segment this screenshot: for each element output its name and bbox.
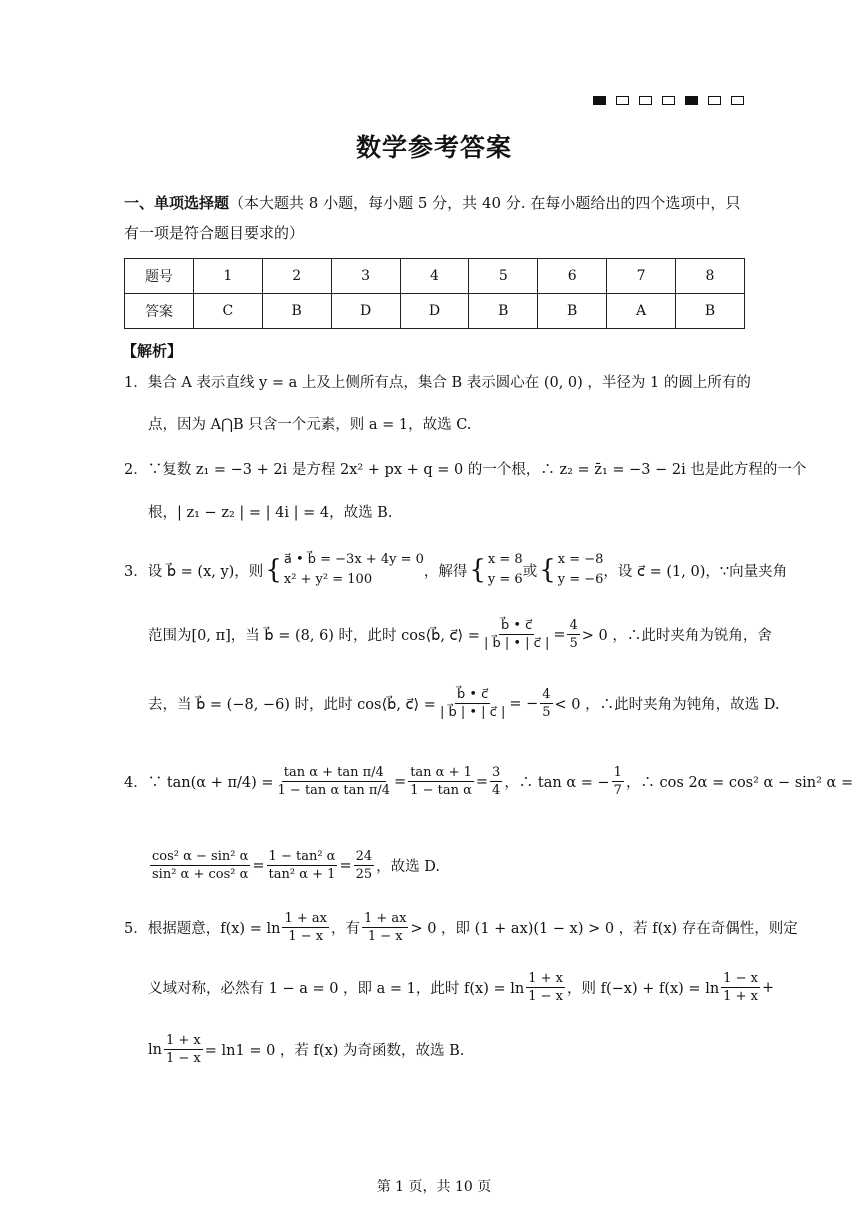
question-number: 2 xyxy=(262,259,331,294)
fraction: $\frac{1 + x}{1 - x}$ xyxy=(528,971,563,1004)
fraction: $\frac{4}{5}$ xyxy=(569,618,578,651)
text: ，∴ tan α = − xyxy=(504,775,610,791)
text: ，∴ cos 2α = cos² α − sin² α = xyxy=(625,775,854,791)
fraction: $\frac{4}{5}$ xyxy=(542,687,551,720)
fraction: $\frac{\text{1 − tan² α}}{\text{tan² α + 1}}$ xyxy=(268,849,336,882)
analysis-heading: 【解析】 xyxy=(122,342,183,360)
row-label: 题号 xyxy=(125,259,194,294)
question-number: 7 xyxy=(607,259,676,294)
solution-3-line-3 xyxy=(148,686,779,721)
answer-cell: A xyxy=(607,294,676,329)
answer-table xyxy=(124,258,745,329)
text: 3．设 b⃗ = (x, y)，则 xyxy=(124,563,264,580)
question-number: 1 xyxy=(193,259,262,294)
text: = − xyxy=(509,695,539,712)
fraction: $\frac{\text{tan α + 1}}{\text{1 − tan α}}$ xyxy=(410,765,472,798)
text: 5．根据题意，f(x) = ln xyxy=(124,921,281,937)
fraction: $\frac{1 + x}{1 - x}$ xyxy=(165,1033,201,1066)
solution-2-line-1: 2．∵复数 z₁ = −3 + 2i 是方程 2x² + px + q = 0 的一个根，∴ z₂ = z̄₁ = −3 − 2i 也是此方程的一个 xyxy=(124,462,807,478)
fraction: $\frac{24}{25}$ xyxy=(355,849,373,882)
section-description: （本大题共 8 小题，每小题 5 分，共 40 分. 在每小题给出的四个选项中，只有一项是符合题目要求的） xyxy=(124,194,741,242)
page-footer: 第 1 页，共 10 页 xyxy=(376,1179,492,1195)
question-number: 4 xyxy=(400,259,469,294)
fraction: $\frac{1 + ax}{1 - x}$ xyxy=(363,911,407,944)
text: 去，当 b⃗ = (−8, −6) 时，此时 cos⟨b⃗, c⃗⟩ = xyxy=(148,697,436,713)
fraction: $\frac{1 - x}{1 + x}$ xyxy=(723,971,758,1004)
equation: x = 8 xyxy=(487,552,523,567)
solution-5-line-2 xyxy=(148,970,774,1005)
text: > 0 ，即 (1 + ax)(1 − x) > 0 ，若 f(x) 存在奇偶性，则定 xyxy=(410,921,798,937)
section-instructions xyxy=(124,188,746,248)
header-square xyxy=(593,96,606,105)
text: = xyxy=(553,626,566,643)
equation: y = −6 xyxy=(557,572,604,587)
fraction: $\frac{\text{tan α + tan π/4}}{\text{1 − tan α tan π/4}}$ xyxy=(277,765,391,798)
text: + xyxy=(761,979,775,996)
text: ，有 xyxy=(330,921,360,937)
fraction: $\frac{b⃗ • c⃗}{| b⃗ | • | c⃗ |}$ xyxy=(483,618,550,651)
header-square xyxy=(708,96,721,105)
answer-cell: B xyxy=(676,294,745,329)
text: = xyxy=(252,857,265,874)
text: ln xyxy=(148,1041,162,1058)
answer-cell: B xyxy=(538,294,607,329)
question-number: 6 xyxy=(538,259,607,294)
question-number: 5 xyxy=(469,259,538,294)
solution-4-line-1 xyxy=(124,764,853,799)
fraction: $\frac{1}{7}$ xyxy=(613,765,622,798)
text: < 0 ，∴此时夹角为钝角，故选 D. xyxy=(554,697,780,713)
header-square xyxy=(662,96,675,105)
fraction: $\frac{1 + ax}{1 - x}$ xyxy=(284,911,327,944)
text: 或 xyxy=(522,563,538,580)
answer-cell: D xyxy=(400,294,469,329)
page-title: 数学参考答案 xyxy=(355,133,512,162)
text: ，则 f(−x) + f(x) = ln xyxy=(566,981,720,997)
fraction: $\frac{\text{cos² α − sin² α}}{\text{sin² α + cos² α}}$ xyxy=(152,849,249,882)
answer-cell: C xyxy=(193,294,262,329)
text: = xyxy=(339,857,352,874)
solution-1-line-2: 点，因为 A⋂B 只含一个元素，则 a = 1，故选 C. xyxy=(148,417,472,433)
solution-1-line-1: 1．集合 A 表示直线 y = a 上及上侧所有点，集合 B 表示圆心在 (0, 0) ，半径为 1 的圆上所有的 xyxy=(124,375,751,391)
text: ，故选 D. xyxy=(376,859,440,875)
text: 义域对称，必然有 1 − a = 0 ，即 a = 1，此时 f(x) = ln xyxy=(148,981,525,997)
question-number: 3 xyxy=(331,259,400,294)
header-squares xyxy=(593,96,744,105)
table-row xyxy=(125,259,745,294)
equation-system xyxy=(284,550,424,590)
text: 4．∵ tan(α + π/4) = xyxy=(124,775,274,791)
text: = ln1 = 0 ，若 f(x) 为奇函数，故选 B. xyxy=(204,1043,465,1059)
equation: a⃗ • b⃗ = −3x + 4y = 0 xyxy=(283,552,424,567)
solution-3-line-1 xyxy=(124,550,787,590)
header-square xyxy=(639,96,652,105)
text: ，设 c⃗ = (1, 0)，∵向量夹角 xyxy=(603,563,788,580)
answer-cell: D xyxy=(331,294,400,329)
equation: x² + y² = 100 xyxy=(283,572,373,587)
solution-5-line-1 xyxy=(124,910,798,945)
text: 范围为[0, π]，当 b⃗ = (8, 6) 时，此时 cos⟨b⃗, c⃗⟩ = xyxy=(148,628,480,644)
text: ，解得 xyxy=(423,563,468,580)
row-label: 答案 xyxy=(125,294,194,329)
text: > 0 ，∴此时夹角为锐角，舍 xyxy=(581,628,772,644)
brace: { xyxy=(265,555,282,585)
equation-system xyxy=(488,550,523,590)
brace: { xyxy=(539,555,556,585)
text: = xyxy=(475,773,489,790)
question-number: 8 xyxy=(676,259,745,294)
brace: { xyxy=(469,555,486,585)
section-heading: 一、单项选择题 xyxy=(124,194,230,212)
header-square xyxy=(731,96,744,105)
equation: y = 6 xyxy=(487,572,523,587)
equation-system xyxy=(558,550,604,590)
header-square xyxy=(616,96,629,105)
text: = xyxy=(394,773,407,790)
header-square xyxy=(685,96,698,105)
fraction: $\frac{b⃗ • c⃗}{| b⃗ | • | c⃗ |}$ xyxy=(439,687,506,720)
solution-4-line-2 xyxy=(148,848,440,883)
solution-3-line-2 xyxy=(148,617,772,652)
equation: x = −8 xyxy=(557,552,604,567)
fraction: $\frac{3}{4}$ xyxy=(492,765,501,798)
solution-5-line-3 xyxy=(148,1032,464,1067)
solution-2-line-2: 根，| z₁ − z₂ | = | 4i | = 4，故选 B. xyxy=(148,505,393,521)
answer-cell: B xyxy=(262,294,331,329)
answer-cell: B xyxy=(469,294,538,329)
table-row xyxy=(125,294,745,329)
